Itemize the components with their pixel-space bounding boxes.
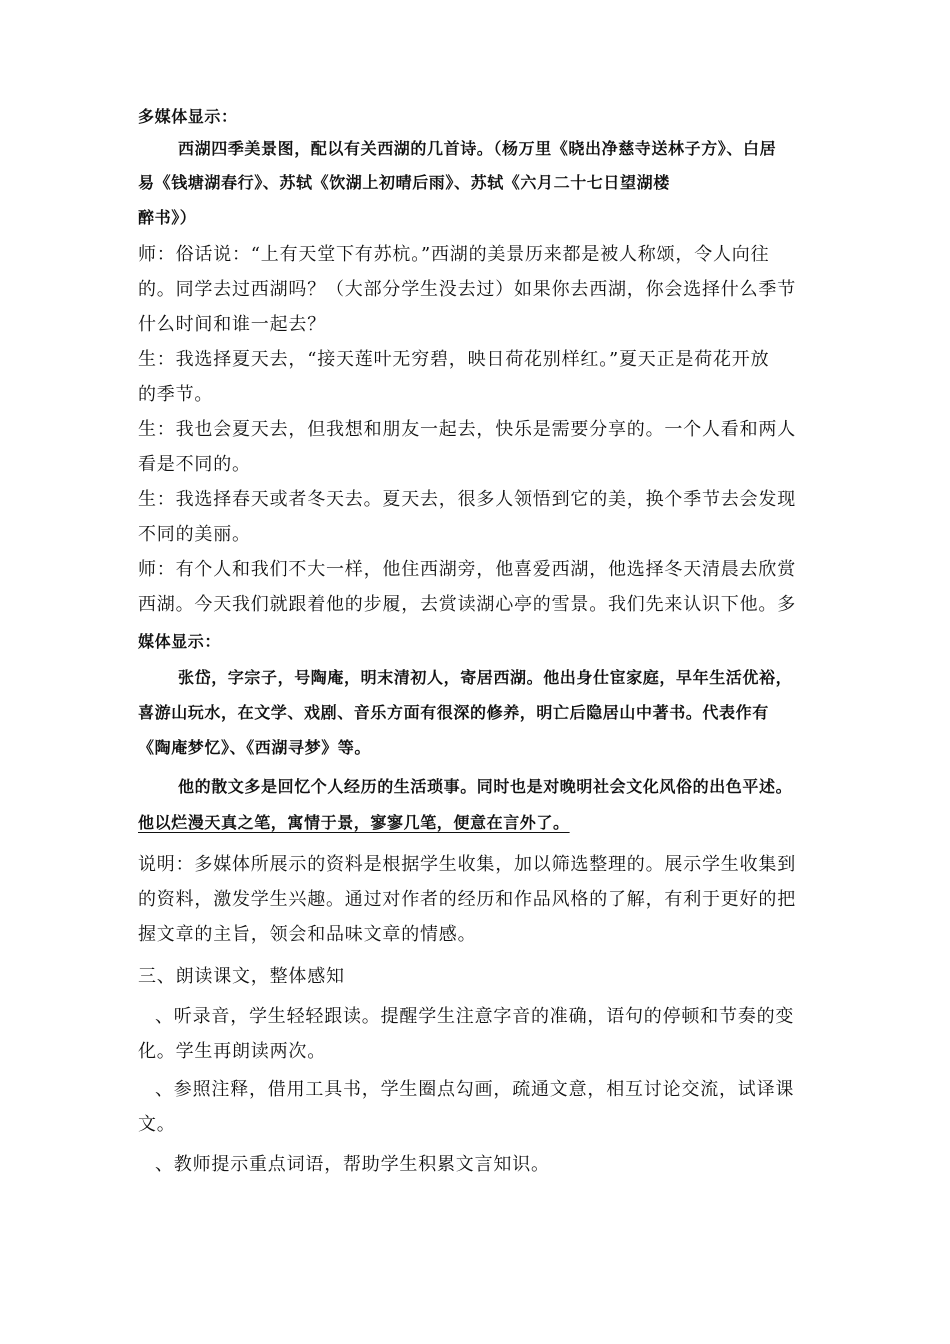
text-line: 生：我也会夏天去，但我想和朋友一起去，快乐是需要分享的。一个人看和两人 [138,419,796,440]
text-line: 张岱，字宗子，号陶庵，明末清初人，寄居西湖。他出身仕宦家庭，早年生活优裕， [178,668,793,687]
text-line: 文。 [138,1114,176,1135]
text-line: 西湖。今天我们就跟着他的步履，去赏读湖心亭的雪景。我们先来认识下他。多 [138,594,796,615]
text-line: 醉书》） [138,208,197,227]
text-line: 易《钱塘湖春行》、苏轼《饮湖上初晴后雨》、苏轼《六月二十七日望湖楼 [138,173,670,192]
text-line: 、教师提示重点词语，帮助学生积累文言知识。 [155,1154,550,1175]
text-line: 生：我选择春天或者冬天去。夏天去，很多人领悟到它的美，换个季节去会发现 [138,489,796,510]
text-line: 握文章的主旨，领会和品味文章的情感。 [138,924,477,945]
underlined-text-line: 他以烂漫天真之笔，寓情于景，寥寥几笔，便意在言外了。 [138,813,570,832]
text-line: 媒体显示： [138,632,222,651]
text-line: 什么时间和谁一起去？ [138,314,326,335]
text-line: 看是不同的。 [138,454,251,475]
text-line: 《陶庵梦忆》、《西湖寻梦》等。 [138,738,372,757]
text-line: 的季节。 [138,384,214,405]
text-line: 多媒体显示： [138,107,238,126]
text-line: 说明：多媒体所展示的资料是根据学生收集，加以筛选整理的。展示学生收集到 [138,854,796,875]
text-line: 、参照注释，借用工具书，学生圈点勾画，疏通文意，相互讨论交流，试译课 [155,1079,795,1100]
text-line: 师：俗话说：“上有天堂下有苏杭。”西湖的美景历来都是被人称颂，令人向往 [138,244,770,265]
text-line: 他的散文多是回忆个人经历的生活琐事。同时也是对晚明社会文化风俗的出色平述。 [178,777,793,796]
text-line: 化。学生再朗读两次。 [138,1041,326,1062]
text-line: 不同的美丽。 [138,524,251,545]
text-line: 生：我选择夏天去，“接天莲叶无穷碧，映日荷花别样红。”夏天正是荷花开放 [138,349,770,370]
text-line: 师：有个人和我们不大一样，他住西湖旁，他喜爱西湖，他选择冬天清晨去欣赏 [138,559,796,580]
text-line: 、听录音，学生轻轻跟读。提醒学生注意字音的准确，语句的停顿和节奏的变 [155,1006,795,1027]
text-line: 喜游山玩水，在文学、戏剧、音乐方面有很深的修养，明亡后隐居山中著书。代表作有 [138,703,769,722]
section-heading: 三、朗读课文，整体感知 [138,966,345,987]
text-line: 西湖四季美景图，配以有关西湖的几首诗。（杨万里《晓出净慈寺送林子方》、白居 [178,139,777,158]
text-line: 的。同学去过西湖吗？（大部分学生没去过）如果你去西湖，你会选择什么季节 [138,279,796,300]
text-line: 的资料，激发学生兴趣。通过对作者的经历和作品风格的了解，有利于更好的把 [138,889,796,910]
